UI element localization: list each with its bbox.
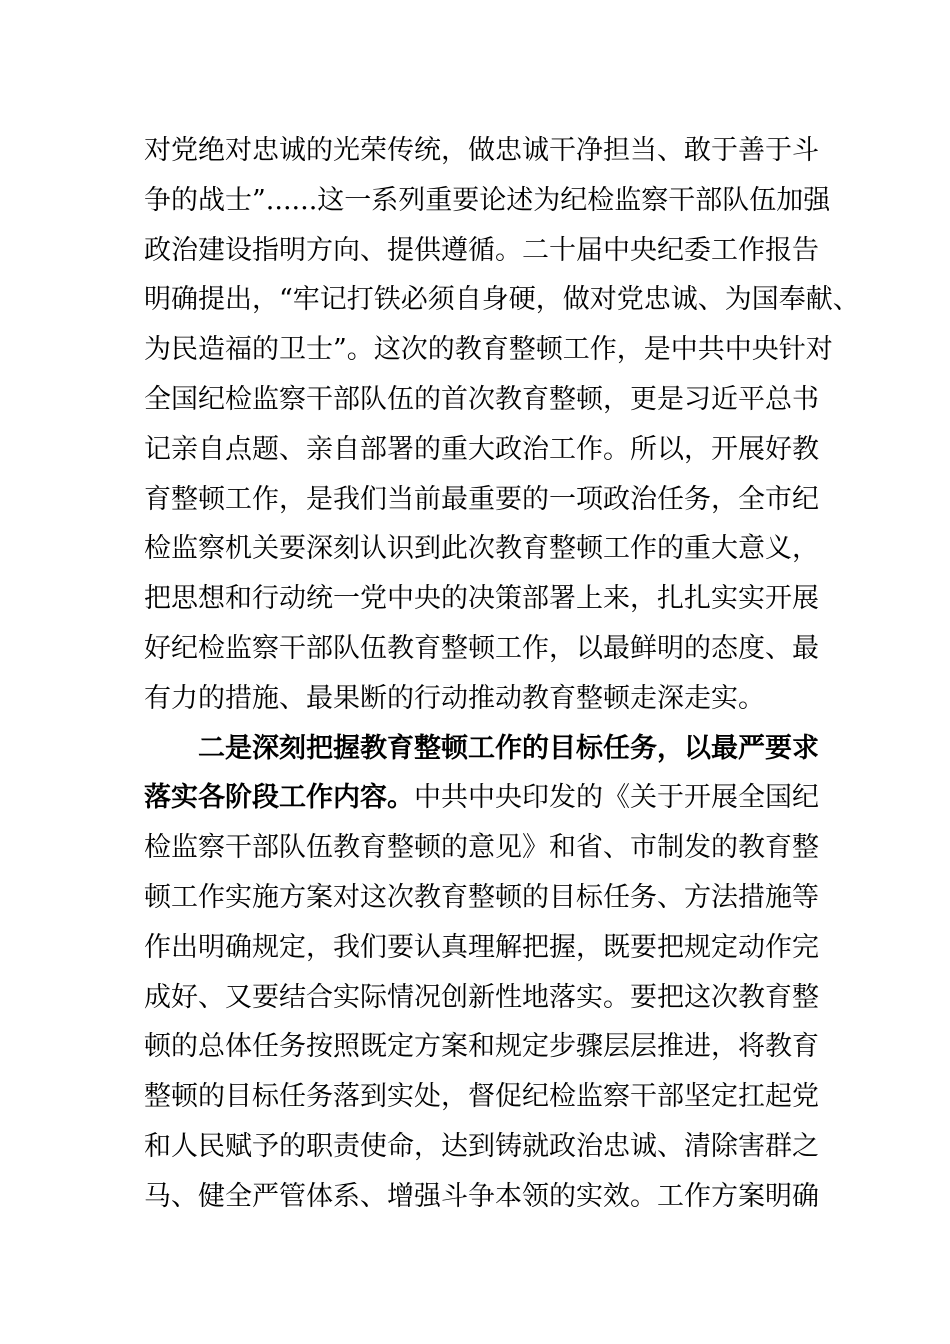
text-line: 为民造福的卫士”。这次的教育整顿工作，是中共中央针对 [144, 334, 833, 366]
text-line: 政治建设指明方向、提供遵循。二十届中央纪委工作报告 [144, 234, 819, 266]
text-line: 和人民赋予的职责使命，达到铸就政治忠诚、清除害群之 [144, 1130, 819, 1162]
text-line: 育整顿工作，是我们当前最重要的一项政治任务，全市纪 [144, 483, 819, 515]
text-line: 好纪检监察干部队伍教育整顿工作，以最鲜明的态度、最 [144, 632, 819, 664]
body-text [144, 126, 860, 1222]
section-heading-line: 二是深刻把握教育整顿工作的目标任务，以最严要求 [198, 732, 819, 764]
text-line-rest: 中共中央印发的《关于开展全国纪 [414, 782, 819, 814]
section-heading-end: 落实各阶段工作内容。 [144, 782, 414, 814]
text-line: 明确提出，“牢记打铁必须自身硬，做对党忠诚、为国奉献、 [144, 284, 860, 316]
mixed-line [144, 773, 844, 823]
text-line: 争的战士”......这一系列重要论述为纪检监察干部队伍加强 [144, 184, 831, 216]
text-line: 作出明确规定，我们要认真理解把握，既要把规定动作完 [144, 931, 819, 963]
text-line: 整顿的目标任务落到实处，督促纪检监察干部坚定扛起党 [144, 1081, 819, 1113]
text-line: 把思想和行动统一党中央的决策部署上来，扎扎实实开展 [144, 583, 819, 615]
text-line: 马、健全严管体系、增强斗争本领的实效。工作方案明确 [144, 1180, 819, 1212]
text-line: 顿工作实施方案对这次教育整顿的目标任务、方法措施等 [144, 881, 819, 913]
text-line: 全国纪检监察干部队伍的首次教育整顿，更是习近平总书 [144, 383, 819, 415]
text-line: 检监察干部队伍教育整顿的意见》和省、市制发的教育整 [144, 832, 819, 864]
text-line: 记亲自点题、亲自部署的重大政治工作。所以，开展好教 [144, 433, 819, 465]
text-line: 检监察机关要深刻认识到此次教育整顿工作的重大意义， [144, 533, 819, 565]
text-line: 成好、又要结合实际情况创新性地落实。要把这次教育整 [144, 981, 819, 1013]
text-line: 对党绝对忠诚的光荣传统，做忠诚干净担当、敢于善于斗 [144, 135, 819, 166]
text-line: 有力的措施、最果断的行动推动教育整顿走深走实。 [144, 682, 765, 714]
text-line: 顿的总体任务按照既定方案和规定步骤层层推进，将教育 [144, 1031, 819, 1063]
